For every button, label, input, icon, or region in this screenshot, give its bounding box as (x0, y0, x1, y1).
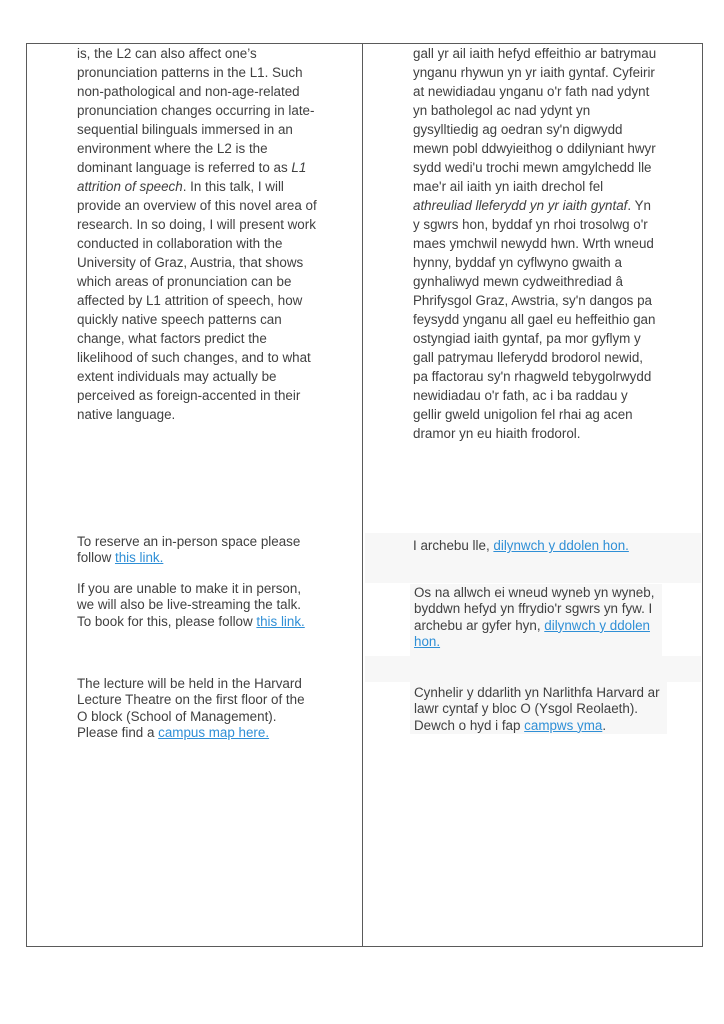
abstract-text: is, the L2 can also affect one’s pronunciation patterns in the L1. Such non-pathological and non-age-related pronunciation changes occurring in late-sequential bilinguals immersed in an environment where the L2 is the dominant language is referred to as (77, 46, 315, 175)
column-divider (362, 43, 363, 947)
abstract-term: L1 attrition of speech (77, 160, 307, 194)
welsh-abstract (413, 44, 658, 443)
welsh-venue (414, 685, 662, 734)
livestream-link[interactable]: this link. (256, 613, 305, 629)
welsh-column (413, 44, 658, 443)
english-venue (77, 676, 317, 742)
campus-map-link[interactable]: campws yma (524, 717, 603, 733)
livestream-text: If you are unable to make it in person, we will also be live-streaming the talk. To book for this, please follow (77, 581, 302, 629)
english-livestream (77, 581, 317, 630)
venue-text: Cynhelir y ddarlith yn Narlithfa Harvard ar lawr cyntaf y bloc O (Ysgol Reolaeth). Dewch o hyd i fap (414, 685, 660, 733)
livestream-link[interactable]: dilynwch y ddolen hon. (414, 617, 650, 650)
reserve-text: To reserve an in-person space please follow (77, 534, 301, 566)
campus-map-link[interactable]: campus map here. (158, 725, 270, 741)
reserve-link[interactable]: this link. (114, 550, 164, 566)
abstract-term: athreuliad lleferydd yn yr iaith gyntaf (413, 198, 628, 213)
venue-text: The lecture will be held in the Harvard Lecture Theatre on the first floor of the O block (School of Management). Please find a (77, 676, 305, 741)
welsh-venue-background (365, 656, 701, 682)
reserve-link[interactable]: dilynwch y ddolen hon. (493, 538, 629, 553)
abstract-text-continued: . In this talk, I will provide an overview of this novel area of research. In so doing, I will present work conducted in collaboration with the University of Graz, Austria, that shows which areas of pronunciation can be affected by L1 attrition of speech, how quickly native speech patterns can change, what factors predict the likelihood of such changes, and to what extent individuals may actually be perceived as foreign-accented in their native language. (77, 179, 317, 422)
venue-punctuation: . (602, 717, 607, 733)
livestream-text: Os na allwch ei wneud wyneb yn wyneb, byddwn hefyd yn ffrydio'r sgwrs yn fyw. I archebu ar gyfer hyn, (414, 585, 655, 633)
reserve-text: I archebu lle, (413, 538, 494, 553)
abstract-text: gall yr ail iaith hefyd effeithio ar batrymau ynganu rhywun yn yr iaith gyntaf. Cyfeirir at newidiadau ynganu o'r fath nad ydynt yn batholegol ac nad ydynt yn gysylltiedig ag oedran sy'n digwydd mewn pobl ddwyieithog o ddilyniant hwyr sydd wedi'u trochi mewn amgylchedd lle mae'r ail iaith yn iaith drechol fel (413, 46, 657, 194)
english-abstract (77, 44, 317, 424)
abstract-text-continued: . Yn y sgwrs hon, byddaf yn rhoi trosolwg o'r maes ymchwil newydd hwn. Wrth wneud hynny, byddaf yn cyflwyno gwaith a gynhaliwyd mewn cydweithrediad â Phrifysgol Graz, Awstria, sy'n dangos pa feysydd ynganu all gael eu heffeithio gan ostyngiad iaith gyntaf, pa mor gyflym y gall patrymau lleferydd brodorol newid, pa ffactorau sy'n rhagweld tebygolrwydd newidiadau o'r fath, ac i ba raddau y gellir gweld unigolion fel rhai ag acen dramor yn eu hiaith frodorol. (413, 198, 656, 441)
english-reserve (77, 534, 317, 567)
welsh-livestream (414, 585, 658, 651)
welsh-reserve (413, 538, 673, 554)
english-column (77, 44, 317, 424)
